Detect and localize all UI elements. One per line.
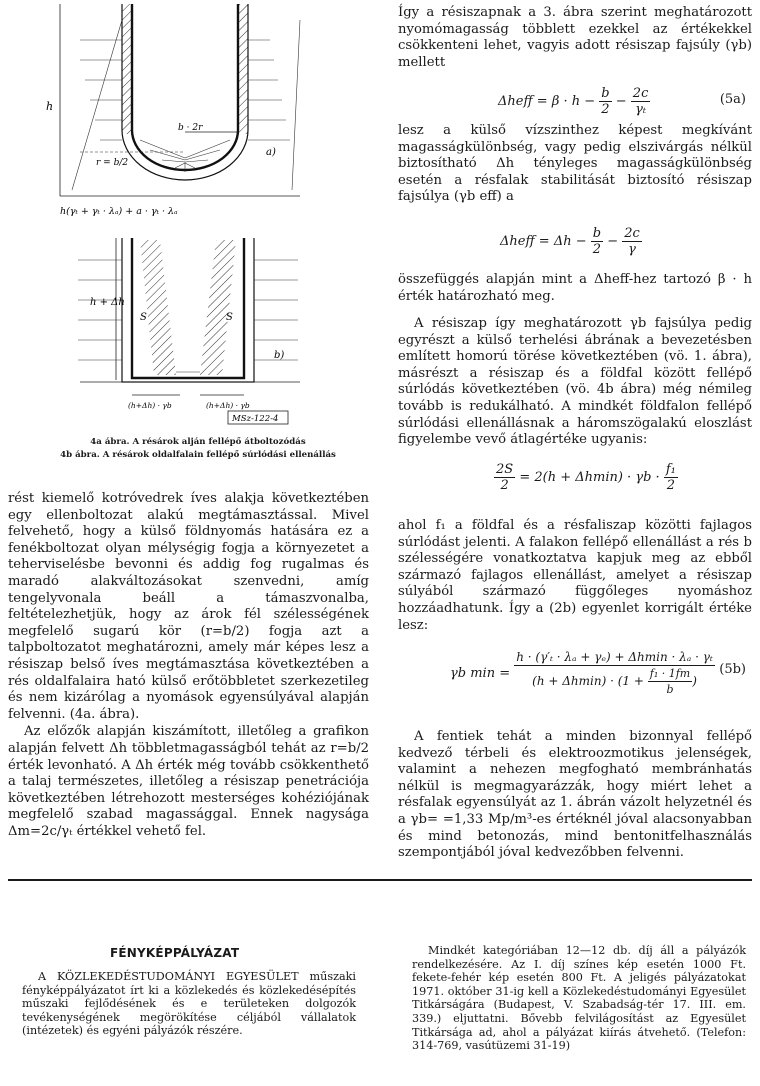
right-paragraph-5: ahol f₁ a földfal és a résfaliszap közötti fajlagos súrlódást jelenti. A falakon fellépő ellenállást a rés b szélességére vonatkoztatva kapjuk meg az ebből származó fajlagos ellenállást, amelyet a résiszap súlyából származó függőleges nyomáshoz hozzáadhatunk. Így a (2b) egyenlet korrigált értéke lesz: [398, 518, 752, 633]
equation-5b-number: (5b) [719, 662, 746, 677]
equation-friction: $\frac{2S}{2}$ = 2(h + Δhmin) · γb · $\frac{\text{f₁}}{2}$ [496, 462, 676, 493]
right-paragraph-1: Így a résiszapnak a 3. ábra szerint meghatározott nyomómagasság többlett ezekkel az értékekkel csökkenteni lehet, vagyis adott résiszap fajsúly (γb) mellett [398, 5, 752, 70]
figure-caption [8, 436, 388, 462]
left-wall-hatch [122, 4, 132, 134]
right-paragraph-2: lesz a külső vízszinthez képest megkívánt magasságkülönbség, vagy pedig elszivárgás nélkül biztosítható Δh tényleges magasságkülönbség esetén a résfalak stabilitását biztosító résiszap fajsúlya (γb eff) a [398, 123, 752, 205]
figure-4a [46, 4, 300, 217]
h-label: h [46, 100, 54, 113]
bottom-pressure-formula: h(γₜ + γₜ · λₐ) + a · γₜ · λₐ [60, 206, 178, 217]
trench-outline-a [132, 4, 238, 170]
left-friction-wedge [140, 240, 176, 375]
left-paragraph-2: Az előzők alapján kiszámított, illetőleg a grafikon alapján felvett Δh többletmagasságból tehát az r=b/2 érték levonható. A Δh érték még tovább csökkenthető a talaj természetes, illetőleg a résiszap penetrációja következtében létrehozott mesterséges kohéziójának megfelelő szabad magassággal. Ennek nagysága Δm=2c/γₜ értékkel vehető fel. [8, 724, 369, 839]
right-paragraph-4: A résiszap így meghatározott γb fajsúlya pedig egyrészt a külső terhelési ábrának a bevezetésben említett homorú törése következtében (vö. 1. ábra), másrészt a résiszap és a földfal között fellépő súrlódás következtében (vö. 4b ábra) még némileg tovább is redukálható. A mindkét földfalon fellépő súrlódási ellenállásnak a háromszögalakú eloszlást figyelembe vevő átlagértéke ugyanis: [398, 316, 752, 448]
right-friction-wedge [200, 240, 236, 375]
equation-heff: Δheff = Δh − $\frac{b}{2}$ − $\frac{2c}{\gamma}$ [500, 226, 640, 257]
left-paragraph-1: rést kiemelő kotróvedrek íves alakja következtében egy ellenboltozat alakú megtámasztással. Mivel felvehető, hogy a külső földnyomás hatására ez a fenékboltozat olyan mélységig fogja a környezetet a teherviselésbe bevonni és addig fog rugalmas és maradó alakváltozásokat szenvedni, amíg tengelyvonala beáll a támaszvonalba, feltételezhetjük, hogy az árok fél szélességének megfelelő sugarú kör (r=b/2) fogja azt a talpboltozatot meghatározni, amely már képes lesz a résiszap belső íves megtámasztása következtében a rés oldalfalaira ható külső erőtöbbletet szerkezetileg és nem kizárólag a nyomások egyensúlyával alapján felvenni. (4a. ábra). [8, 491, 369, 722]
section-divider [8, 879, 752, 881]
caption-4b: 4b ábra. A résárok oldalfalain fellépő súrlódási ellenállás [60, 450, 336, 460]
contest-right-text: Mindkét kategóriában 12—12 db. díj áll a pályázók rendelkezésére. Az I. díj színes kép esetén 1000 Ft. fekete-fehér kép esetén 800 Ft. A jeligés pályázatokat 1971. október 31-ig kell a Közlekedéstudományi Egyesület Titkárságára (Budapest, V. Szabadság-tér 17. III. em. 339.) eljuttatni. Bővebb felvilágosítást az Egyesület Titkársága ad, ahol a pályázat kiírás átvehető. (Telefon: 314-769, vasútüzemi 31-19) [412, 944, 746, 1053]
right-paragraph-3: összefüggés alapján mint a Δheff-hez tartozó β · h érték határozható meg. [398, 272, 752, 304]
equation-5a-number: (5a) [719, 92, 746, 107]
s-left-label: S [140, 312, 147, 323]
figure-4-diagram [40, 0, 340, 432]
r-label: r = b/2 [96, 158, 129, 168]
bottom-right-formula: (h+Δh) · γb [206, 401, 250, 410]
sign-label: MSz-122-4 [232, 414, 279, 424]
contest-left-text: A KÖZLEKEDÉSTUDOMÁNYI EGYESÜLET műszaki fényképpályázatot írt ki a közlekedés és közlekedésépítés műszaki fejlődésének és e területeken dolgozók tevékenységének megörökítése céljából vállalatok (intézetek) és egyéni pályázók részére. [22, 970, 356, 1038]
hdh-label: h + Δh [90, 297, 125, 308]
left-column [8, 491, 369, 840]
equation-5b: γb min = h · (γ′ₜ · λₐ + γₑ) + Δhmin · λₐ · γₜ (h + Δhmin) · (1 + $\frac{\text{f₁ · 1fm}}{b}$ ) (5b) [450, 650, 746, 696]
right-wall-hatch [238, 4, 248, 134]
b2r-label: b · 2r [178, 123, 203, 133]
equation-5a: Δheff = β · h − $\frac{b}{2}$ − $\frac{2c}{\text{γₜ}}$ (5a) [498, 86, 746, 117]
a-label: a) [266, 147, 276, 158]
bottom-left-formula: (h+Δh) · γb [128, 401, 172, 410]
b-label: b) [274, 350, 285, 361]
s-right-label: S [226, 312, 233, 323]
figure-4b [78, 238, 300, 424]
contest-title: FÉNYKÉPPÁLYÁZAT [110, 946, 240, 960]
caption-4a: 4a ábra. A résárok alján fellépő átboltozódás [90, 437, 306, 447]
right-paragraph-6: A fentiek tehát a minden bizonnyal fellépő kedvező térbeli és elektroozmotikus jelenségek, valamint a nehezen megfogható membránhatás nélkül is megmagyarázzák, hogy miért lehet a résfalak egyensúlyát az 1. ábrán vázolt helyzetnél és a γb= =1,33 Mp/m³-es értéknél jóval alacsonyabban és mind betonozás, mind bentonitfelhasználás szempontjából jóval kedvezőbben felvenni. [398, 729, 752, 861]
